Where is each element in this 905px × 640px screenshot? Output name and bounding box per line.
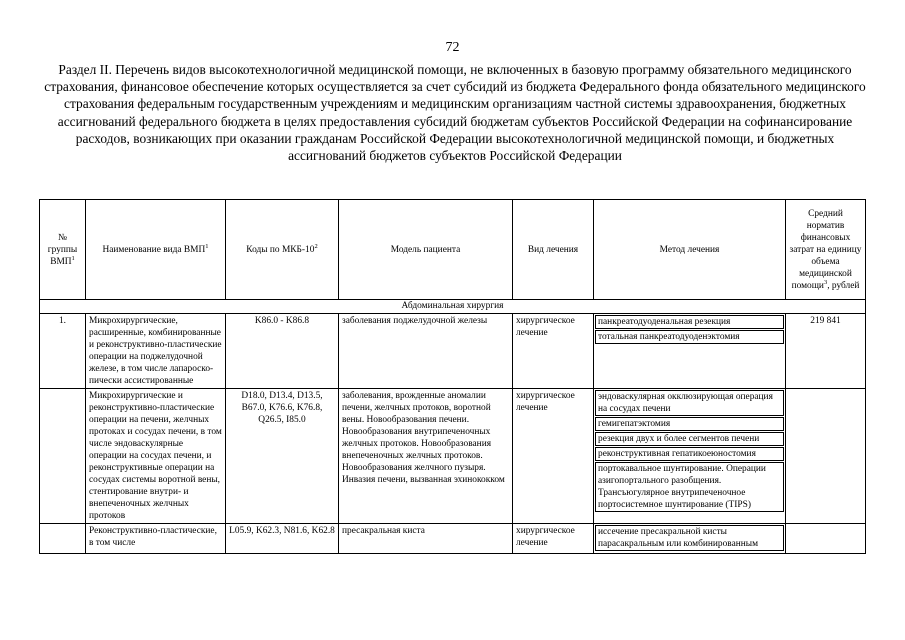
cell-codes: K86.0 - K86.8 bbox=[226, 314, 339, 389]
cell-cost bbox=[786, 524, 866, 554]
method-item: реконструктивная гепатикоеюностомия bbox=[595, 447, 784, 461]
table-row bbox=[40, 389, 866, 524]
header-model: Модель пациента bbox=[339, 200, 513, 300]
table-row bbox=[40, 314, 866, 389]
cell-name: Микрохирургические, расширенные, комбинированные и реконструктивно-пластические операции на поджелудочной железе, в том числе лапароско-пически ассистированные bbox=[86, 314, 226, 389]
method-item: иссечение пресакральной кисты парасакральным или комбинированным bbox=[595, 525, 784, 551]
method-item: эндоваскулярная окклюзирующая операция на сосудах печени bbox=[595, 390, 784, 416]
header-treatment: Вид лечения bbox=[513, 200, 594, 300]
method-item: гемигепатэктомия bbox=[595, 417, 784, 431]
cell-cost bbox=[786, 389, 866, 524]
cell-treatment: хирургическое лечение bbox=[513, 524, 594, 554]
vmp-table bbox=[39, 199, 866, 554]
cell-treatment: хирургическое лечение bbox=[513, 389, 594, 524]
cell-name: Микрохирургические и реконструктивно-пластические операции на печени, желчных протоках и сосудах печени, в том числе эндоваскулярные операции на сосудах печени, и реконструктивные операции на сосудах системы воротной вены, стентирование внутри- и внепеченочных желчных протоков bbox=[86, 389, 226, 524]
header-method: Метод лечения bbox=[594, 200, 786, 300]
section-title: Раздел II. Перечень видов высокотехнологичной медицинской помощи, не включенных в базовую программу обязательного медицинского страхования, финансовое обеспечение которых осуществляется за счет субсидий из бюджета Федерального фонда обязательного медицинского страхования федеральным государственным учреждениям и медицинским организациям частной системы здравоохранения, бюджетных ассигнований федерального бюджета в целях предоставления субсидий бюджетам субъектов Российской Федерации на софинансирование расходов, возникающих при оказании гражданам Российской Федерации высокотехнологичной медицинской помощи, и бюджетных ассигнований бюджетов субъектов Российской Федерации bbox=[44, 62, 866, 164]
cell-group bbox=[40, 389, 86, 524]
table-row bbox=[40, 524, 866, 554]
method-item: панкреатодуоденальная резекция bbox=[595, 315, 784, 329]
method-item: тотальная панкреатодуоденэктомия bbox=[595, 330, 784, 344]
header-name: Наименование вида ВМП$^1$ bbox=[86, 200, 226, 300]
cell-method bbox=[594, 389, 786, 524]
cell-model: заболевания поджелудочной железы bbox=[339, 314, 513, 389]
header-group: № группы ВМП$^1$ bbox=[40, 200, 86, 300]
cell-codes: D18.0, D13.4, D13.5, B67.0, K76.6, K76.8, Q26.5, I85.0 bbox=[226, 389, 339, 524]
cell-name: Реконструктивно-пластические, в том числе bbox=[86, 524, 226, 554]
cell-model: заболевания, врожденные аномалии печени, желчных протоков, воротной вены. Новообразования печени. Новообразования внутрипеченочных желчных протоков. Новообразования внепеченочных желчных протоков. Новообразования желчного пузыря. Инвазия печени, вызванная эхинококком bbox=[339, 389, 513, 524]
header-cost: Средний норматив финансовых затрат на единицу объема медицинской помощи$^3$, рублей bbox=[786, 200, 866, 300]
cell-method bbox=[594, 314, 786, 389]
method-item: портокавальное шунтирование. Операции азигопортального разобщения. Трансъюгулярное внутрипеченочное портосистемное шунтирование (TIPS) bbox=[595, 462, 784, 512]
header-codes: Коды по МКБ-$10^2$ bbox=[226, 200, 339, 300]
cell-cost: 219 841 bbox=[786, 314, 866, 389]
section-label: Абдоминальная хирургия bbox=[40, 300, 866, 314]
cell-model: пресакральная киста bbox=[339, 524, 513, 554]
cell-group bbox=[40, 524, 86, 554]
cell-method bbox=[594, 524, 786, 554]
cell-group: 1. bbox=[40, 314, 86, 389]
page-number: 72 bbox=[445, 40, 460, 55]
method-item: резекция двух и более сегментов печени bbox=[595, 432, 784, 446]
cell-codes: L05.9, K62.3, N81.6, K62.8 bbox=[226, 524, 339, 554]
cell-treatment: хирургическое лечение bbox=[513, 314, 594, 389]
section-row bbox=[40, 300, 866, 314]
